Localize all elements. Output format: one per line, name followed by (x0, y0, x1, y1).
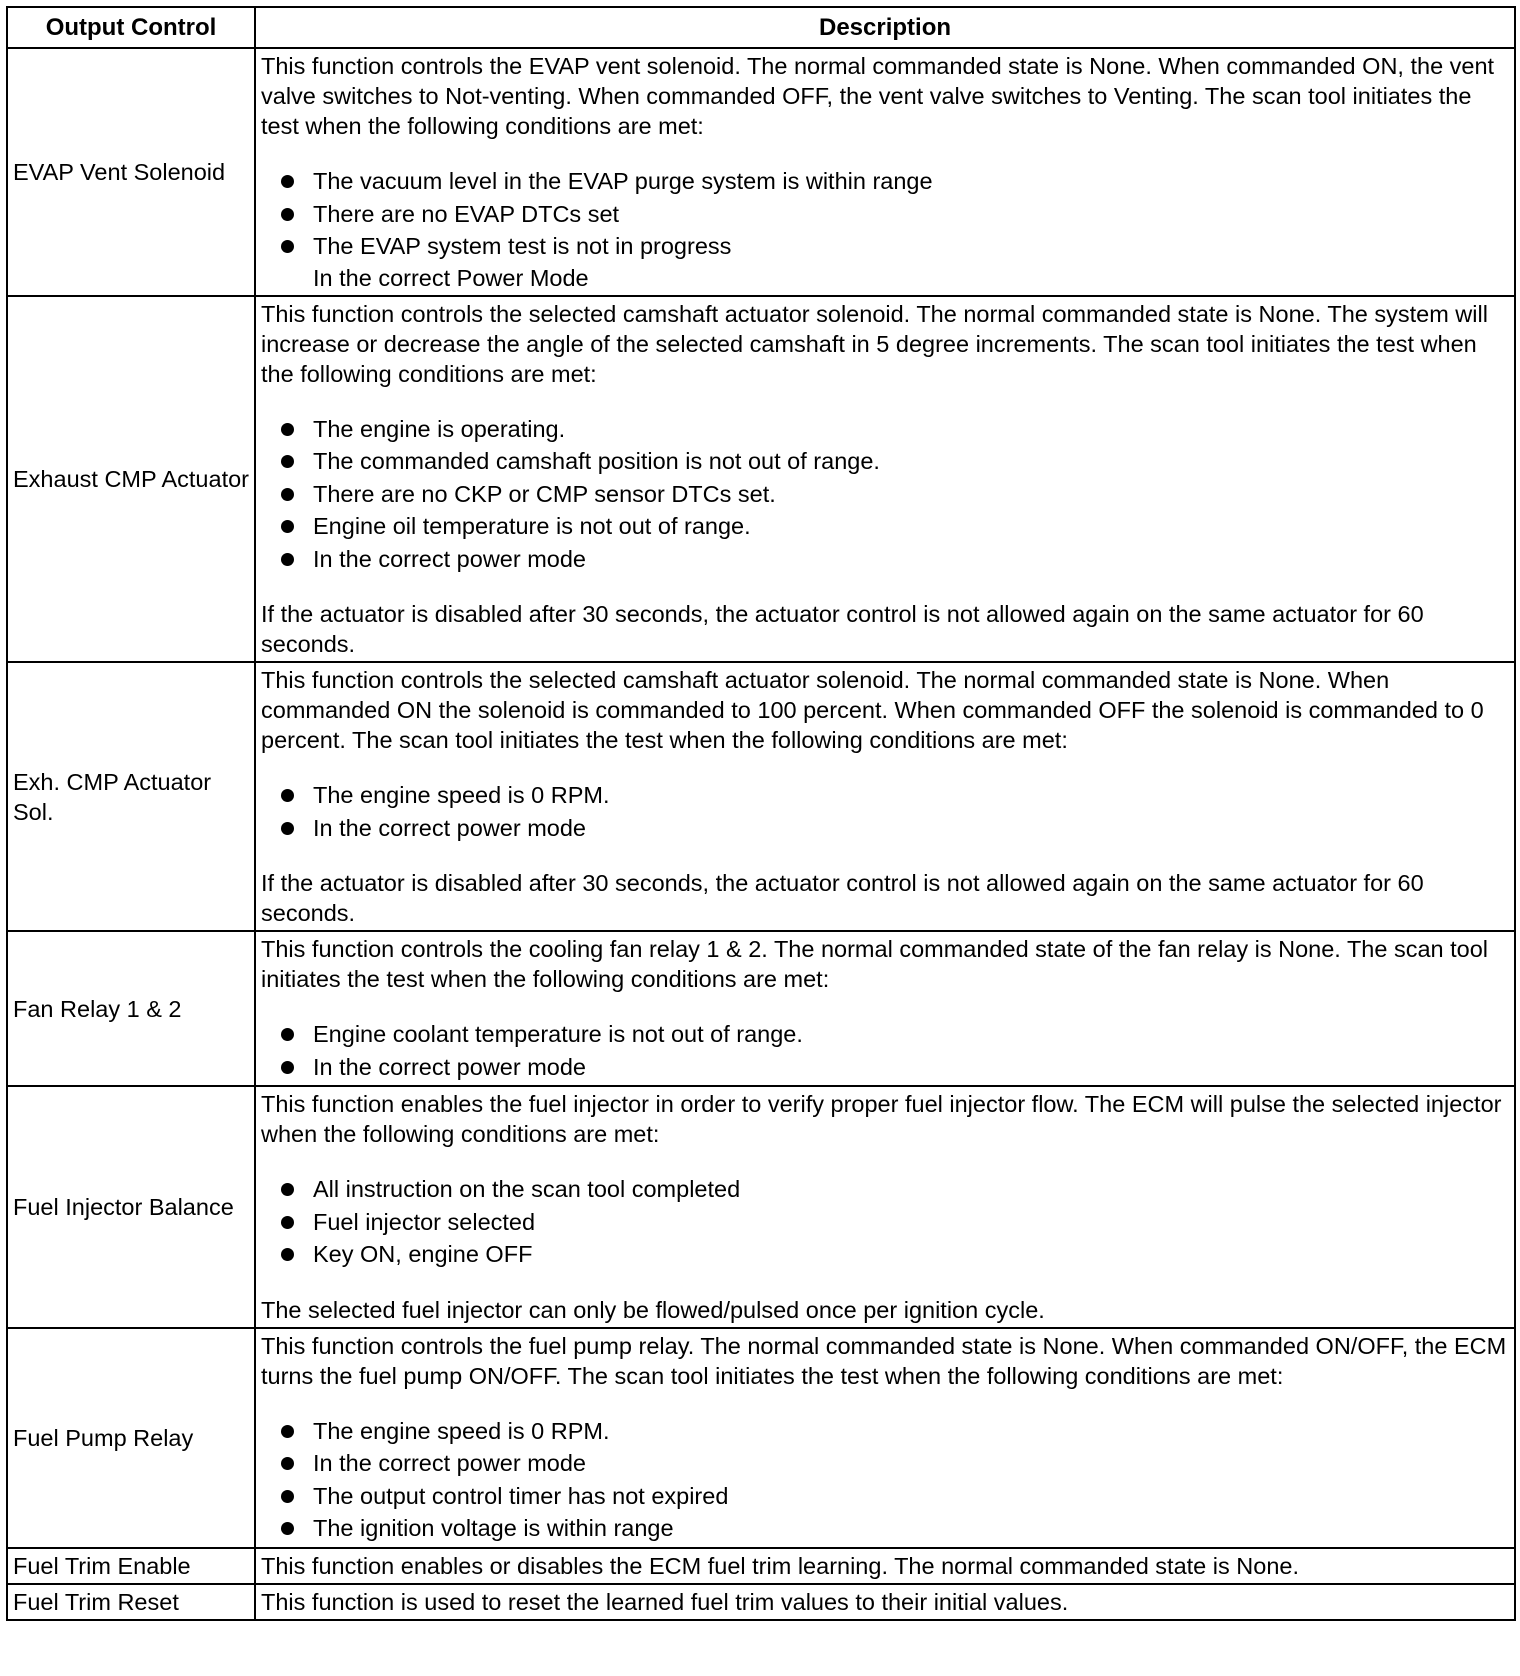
output-control-table-container (6, 6, 1514, 1621)
condition-list (261, 413, 1509, 576)
row-label: Fuel Trim Reset (7, 1584, 255, 1620)
header-row (7, 7, 1515, 48)
condition-list (261, 1018, 1509, 1083)
condition-item: Engine oil temperature is not out of range. (261, 510, 1509, 543)
description-note: The selected fuel injector can only be flowed/pulsed once per ignition cycle. (261, 1296, 1045, 1323)
bullet-icon (281, 1490, 294, 1503)
bullet-icon (281, 488, 294, 501)
bullet-icon (281, 1248, 294, 1261)
condition-list (261, 779, 1509, 844)
condition-list (261, 1173, 1509, 1271)
condition-item: Engine coolant temperature is not out of range. (261, 1018, 1509, 1051)
condition-item: The output control timer has not expired (261, 1480, 1509, 1513)
row-description (255, 296, 1515, 663)
table-row (7, 1548, 1515, 1584)
description-intro: This function controls the EVAP vent solenoid. The normal commanded state is None. When commanded ON, the vent valve switches to Not-venting. When commanded OFF, the vent valve switches to Venting. The scan tool initiates the test when the following conditions are met: (261, 53, 1495, 139)
row-label: Fan Relay 1 & 2 (7, 931, 255, 1086)
condition-item: The engine speed is 0 RPM. (261, 779, 1509, 812)
bullet-icon (281, 175, 294, 188)
condition-item: In the correct power mode (261, 543, 1509, 576)
header-output-control: Output Control (7, 7, 255, 48)
row-description (255, 662, 1515, 931)
row-description (255, 1328, 1515, 1548)
bullet-icon (281, 1425, 294, 1438)
description-intro: This function controls the fuel pump relay. The normal commanded state is None. When commanded ON/OFF, the ECM turns the fuel pump ON/OFF. The scan tool initiates the test when the following conditions are met: (261, 1332, 1507, 1389)
condition-item: In the correct power mode (261, 1051, 1509, 1084)
bullet-icon (281, 1522, 294, 1535)
row-description: This function is used to reset the learned fuel trim values to their initial values. (255, 1584, 1515, 1620)
row-description (255, 931, 1515, 1086)
condition-list (261, 165, 1509, 263)
bullet-icon (281, 1457, 294, 1470)
condition-item: There are no EVAP DTCs set (261, 198, 1509, 231)
description-note: If the actuator is disabled after 30 seconds, the actuator control is not allowed again on the same actuator for 60 seconds. (261, 870, 1424, 926)
bullet-icon (281, 240, 294, 253)
row-label: EVAP Vent Solenoid (7, 48, 255, 296)
description-intro: This function controls the selected camshaft actuator solenoid. The normal commanded state is None. When commanded ON the solenoid is commanded to 100 percent. When commanded OFF the solenoid is commanded to 0 percent. The scan tool initiates the test when the following conditions are met: (261, 667, 1484, 753)
header-description: Description (255, 7, 1515, 48)
table-row (7, 1328, 1515, 1548)
table-row (7, 931, 1515, 1086)
row-description (255, 1086, 1515, 1328)
description-intro: This function controls the cooling fan relay 1 & 2. The normal commanded state of the fan relay is None. The scan tool initiates the test when the following conditions are met: (261, 936, 1489, 992)
description-note: If the actuator is disabled after 30 seconds, the actuator control is not allowed again on the same actuator for 60 seconds. (261, 601, 1424, 657)
bullet-icon (281, 789, 294, 802)
bullet-icon (281, 208, 294, 221)
condition-item: All instruction on the scan tool completed (261, 1173, 1509, 1206)
row-label: Exhaust CMP Actuator (7, 296, 255, 663)
condition-item: The engine speed is 0 RPM. (261, 1415, 1509, 1448)
condition-item: Key ON, engine OFF (261, 1238, 1509, 1271)
row-label: Fuel Injector Balance (7, 1086, 255, 1328)
condition-item: The EVAP system test is not in progress (261, 230, 1509, 263)
table-row (7, 296, 1515, 663)
row-description: This function enables or disables the ECM fuel trim learning. The normal commanded state is None. (255, 1548, 1515, 1584)
condition-item: There are no CKP or CMP sensor DTCs set. (261, 478, 1509, 511)
condition-item: The ignition voltage is within range (261, 1512, 1509, 1545)
bullet-icon (281, 520, 294, 533)
condition-continuation: In the correct Power Mode (313, 264, 589, 291)
condition-item: The commanded camshaft position is not out of range. (261, 445, 1509, 478)
bullet-icon (281, 1061, 294, 1074)
condition-item: In the correct power mode (261, 812, 1509, 845)
bullet-icon (281, 553, 294, 566)
bullet-icon (281, 822, 294, 835)
bullet-icon (281, 455, 294, 468)
description-intro: This function enables the fuel injector in order to verify proper fuel injector flow. The ECM will pulse the selected injector when the following conditions are met: (261, 1091, 1502, 1147)
bullet-icon (281, 423, 294, 436)
table-row (7, 48, 1515, 296)
bullet-icon (281, 1216, 294, 1229)
table-row (7, 1086, 1515, 1328)
condition-item: In the correct power mode (261, 1447, 1509, 1480)
condition-item: The engine is operating. (261, 413, 1509, 446)
bullet-icon (281, 1028, 294, 1041)
output-control-table (6, 6, 1516, 1621)
row-description (255, 48, 1515, 296)
condition-item: The vacuum level in the EVAP purge system is within range (261, 165, 1509, 198)
table-row (7, 1584, 1515, 1620)
row-label: Exh. CMP Actuator Sol. (7, 662, 255, 931)
row-label: Fuel Pump Relay (7, 1328, 255, 1548)
row-label: Fuel Trim Enable (7, 1548, 255, 1584)
table-row (7, 662, 1515, 931)
condition-item: Fuel injector selected (261, 1206, 1509, 1239)
bullet-icon (281, 1183, 294, 1196)
description-intro: This function controls the selected camshaft actuator solenoid. The normal commanded state is None. The system will increase or decrease the angle of the selected camshaft in 5 degree increments. The scan tool initiates the test when the following conditions are met: (261, 300, 1488, 387)
condition-list (261, 1415, 1509, 1545)
